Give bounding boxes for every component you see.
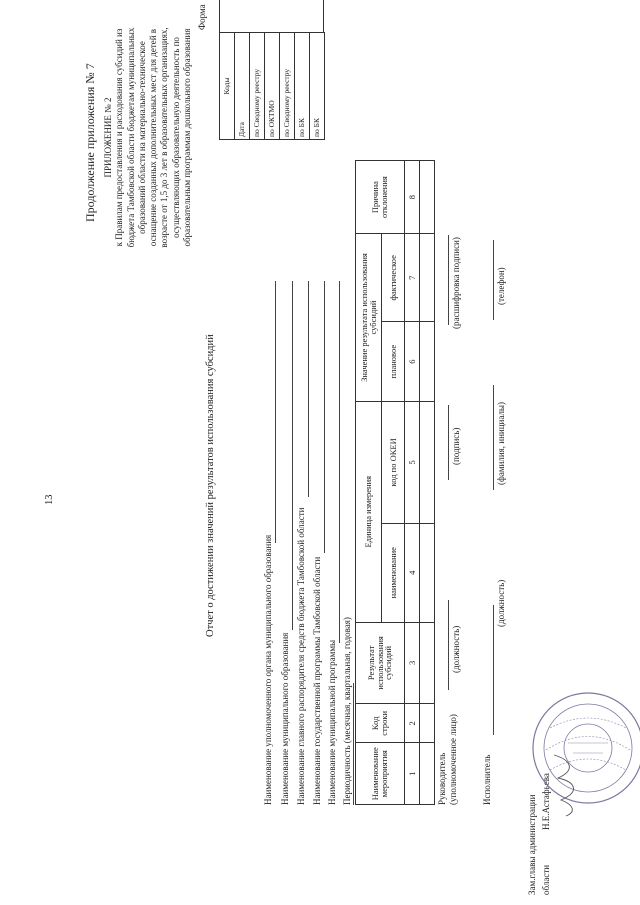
field-authority-line — [275, 281, 276, 543]
continuation-title: Продолжение приложения № 7 — [83, 63, 97, 222]
executor-fio: (фамилия, инициалы) — [496, 402, 506, 485]
table-cell — [420, 704, 435, 743]
codes-row: по ОКТМО — [265, 33, 280, 140]
form-label: Форма — [197, 4, 207, 30]
col-header-reason: Причина отклонения — [356, 161, 405, 234]
table-cell — [420, 743, 435, 805]
head-decoding-line — [448, 235, 449, 325]
codes-row: по БК — [295, 33, 310, 140]
table-cell — [420, 622, 435, 704]
col-header-fact: фактическое — [382, 234, 405, 322]
executor-phone: (телефон) — [496, 267, 506, 305]
col-number: 5 — [405, 401, 420, 523]
col-number: 2 — [405, 704, 420, 743]
col-header-code: Код строки — [356, 704, 405, 743]
field-authority: Наименование уполномоченного органа муниципального образования — [263, 534, 273, 805]
footer-position: Зам.главы администрации — [527, 794, 537, 895]
field-municipal-program-line — [339, 281, 340, 643]
field-municipal-program: Наименование муниципальной программы — [327, 639, 337, 805]
signature-icon — [546, 750, 586, 820]
table-cell — [420, 401, 435, 523]
col-header-result: Результат использования субсидий — [356, 622, 405, 704]
field-periodicity-line — [353, 683, 354, 805]
field-main-manager: Наименование главного распорядителя средств бюджета Тамбовской области — [296, 507, 306, 805]
executor-phone-line — [493, 240, 494, 320]
executor-fio-line — [493, 385, 494, 490]
codes-value-column — [219, 0, 324, 32]
col-number: 8 — [405, 161, 420, 234]
codes-row: по Сводному реестру — [280, 33, 295, 140]
appendix-block — [103, 0, 193, 275]
col-header-unit-okei: код по ОКЕИ — [382, 401, 405, 523]
codes-row: Дата — [235, 33, 250, 140]
col-header-plan: плановое — [382, 322, 405, 402]
appendix-line: образований области на материально-техническое — [136, 41, 147, 234]
field-municipality: Наименование муниципального образования — [280, 632, 290, 805]
col-header-value: Значение результата использования субсидий — [356, 234, 382, 402]
col-header-name: Наименование мероприятия — [356, 743, 405, 805]
table-cell — [420, 161, 435, 234]
appendix-line: бюджета Тамбовской области бюджетам муниципальных — [125, 27, 136, 248]
appendix-line: возрасте от 1,5 до 3 лет в образовательных организациях, — [159, 27, 170, 248]
executor-position: (должность) — [496, 579, 506, 627]
head-signature-line — [448, 405, 449, 480]
head-position: (должность) — [451, 625, 461, 673]
col-header-unit: Единица измерения — [356, 401, 382, 622]
table-cell — [420, 234, 435, 322]
appendix-line: оснащение созданных дополнительных мест для детей в — [148, 28, 158, 247]
report-title: Отчет о достижении значений результатов использования субсидий — [205, 334, 216, 637]
executor-label: Исполнитель — [482, 754, 492, 805]
col-number: 4 — [405, 523, 420, 622]
codes-row: по Сводному реестру — [250, 33, 265, 140]
field-main-manager-line — [308, 281, 309, 497]
head-sub: (уполномоченное лицо) — [448, 714, 458, 805]
head-signature: (подпись) — [451, 427, 461, 465]
codes-table — [219, 32, 325, 140]
col-number: 7 — [405, 234, 420, 322]
results-table — [355, 160, 435, 805]
appendix-line: образовательным программам дошкольного образования — [181, 28, 192, 247]
col-header-unit-name: наименование — [382, 523, 405, 622]
appendix-line: к Правилам предоставления и расходования субсидий из — [114, 28, 125, 247]
footer-region: области — [541, 864, 551, 895]
col-number: 6 — [405, 322, 420, 402]
col-number: 3 — [405, 622, 420, 704]
head-label: Руководитель — [437, 752, 447, 805]
table-cell — [420, 523, 435, 622]
field-state-program-line — [324, 281, 325, 553]
head-position-line — [448, 600, 449, 690]
field-municipality-line — [292, 281, 293, 630]
codes-row: по БК — [310, 33, 325, 140]
table-cell — [420, 322, 435, 402]
footer-name: Н.Е.Астафьева — [541, 773, 551, 830]
appendix-line: осуществляющих образовательную деятельность по — [170, 37, 181, 238]
appendix-title: ПРИЛОЖЕНИЕ № 2 — [103, 97, 113, 178]
head-decoding: (расшифровка подписи) — [451, 237, 461, 329]
executor-position-line — [493, 605, 494, 735]
codes-header: Коды — [220, 33, 235, 140]
page-number: 13 — [44, 494, 55, 505]
field-periodicity: Периодичность (месячная, квартальная, годовая) — [342, 617, 352, 805]
field-state-program: Наименование государственной программы Тамбовской области — [312, 556, 322, 805]
col-number: 1 — [405, 743, 420, 805]
